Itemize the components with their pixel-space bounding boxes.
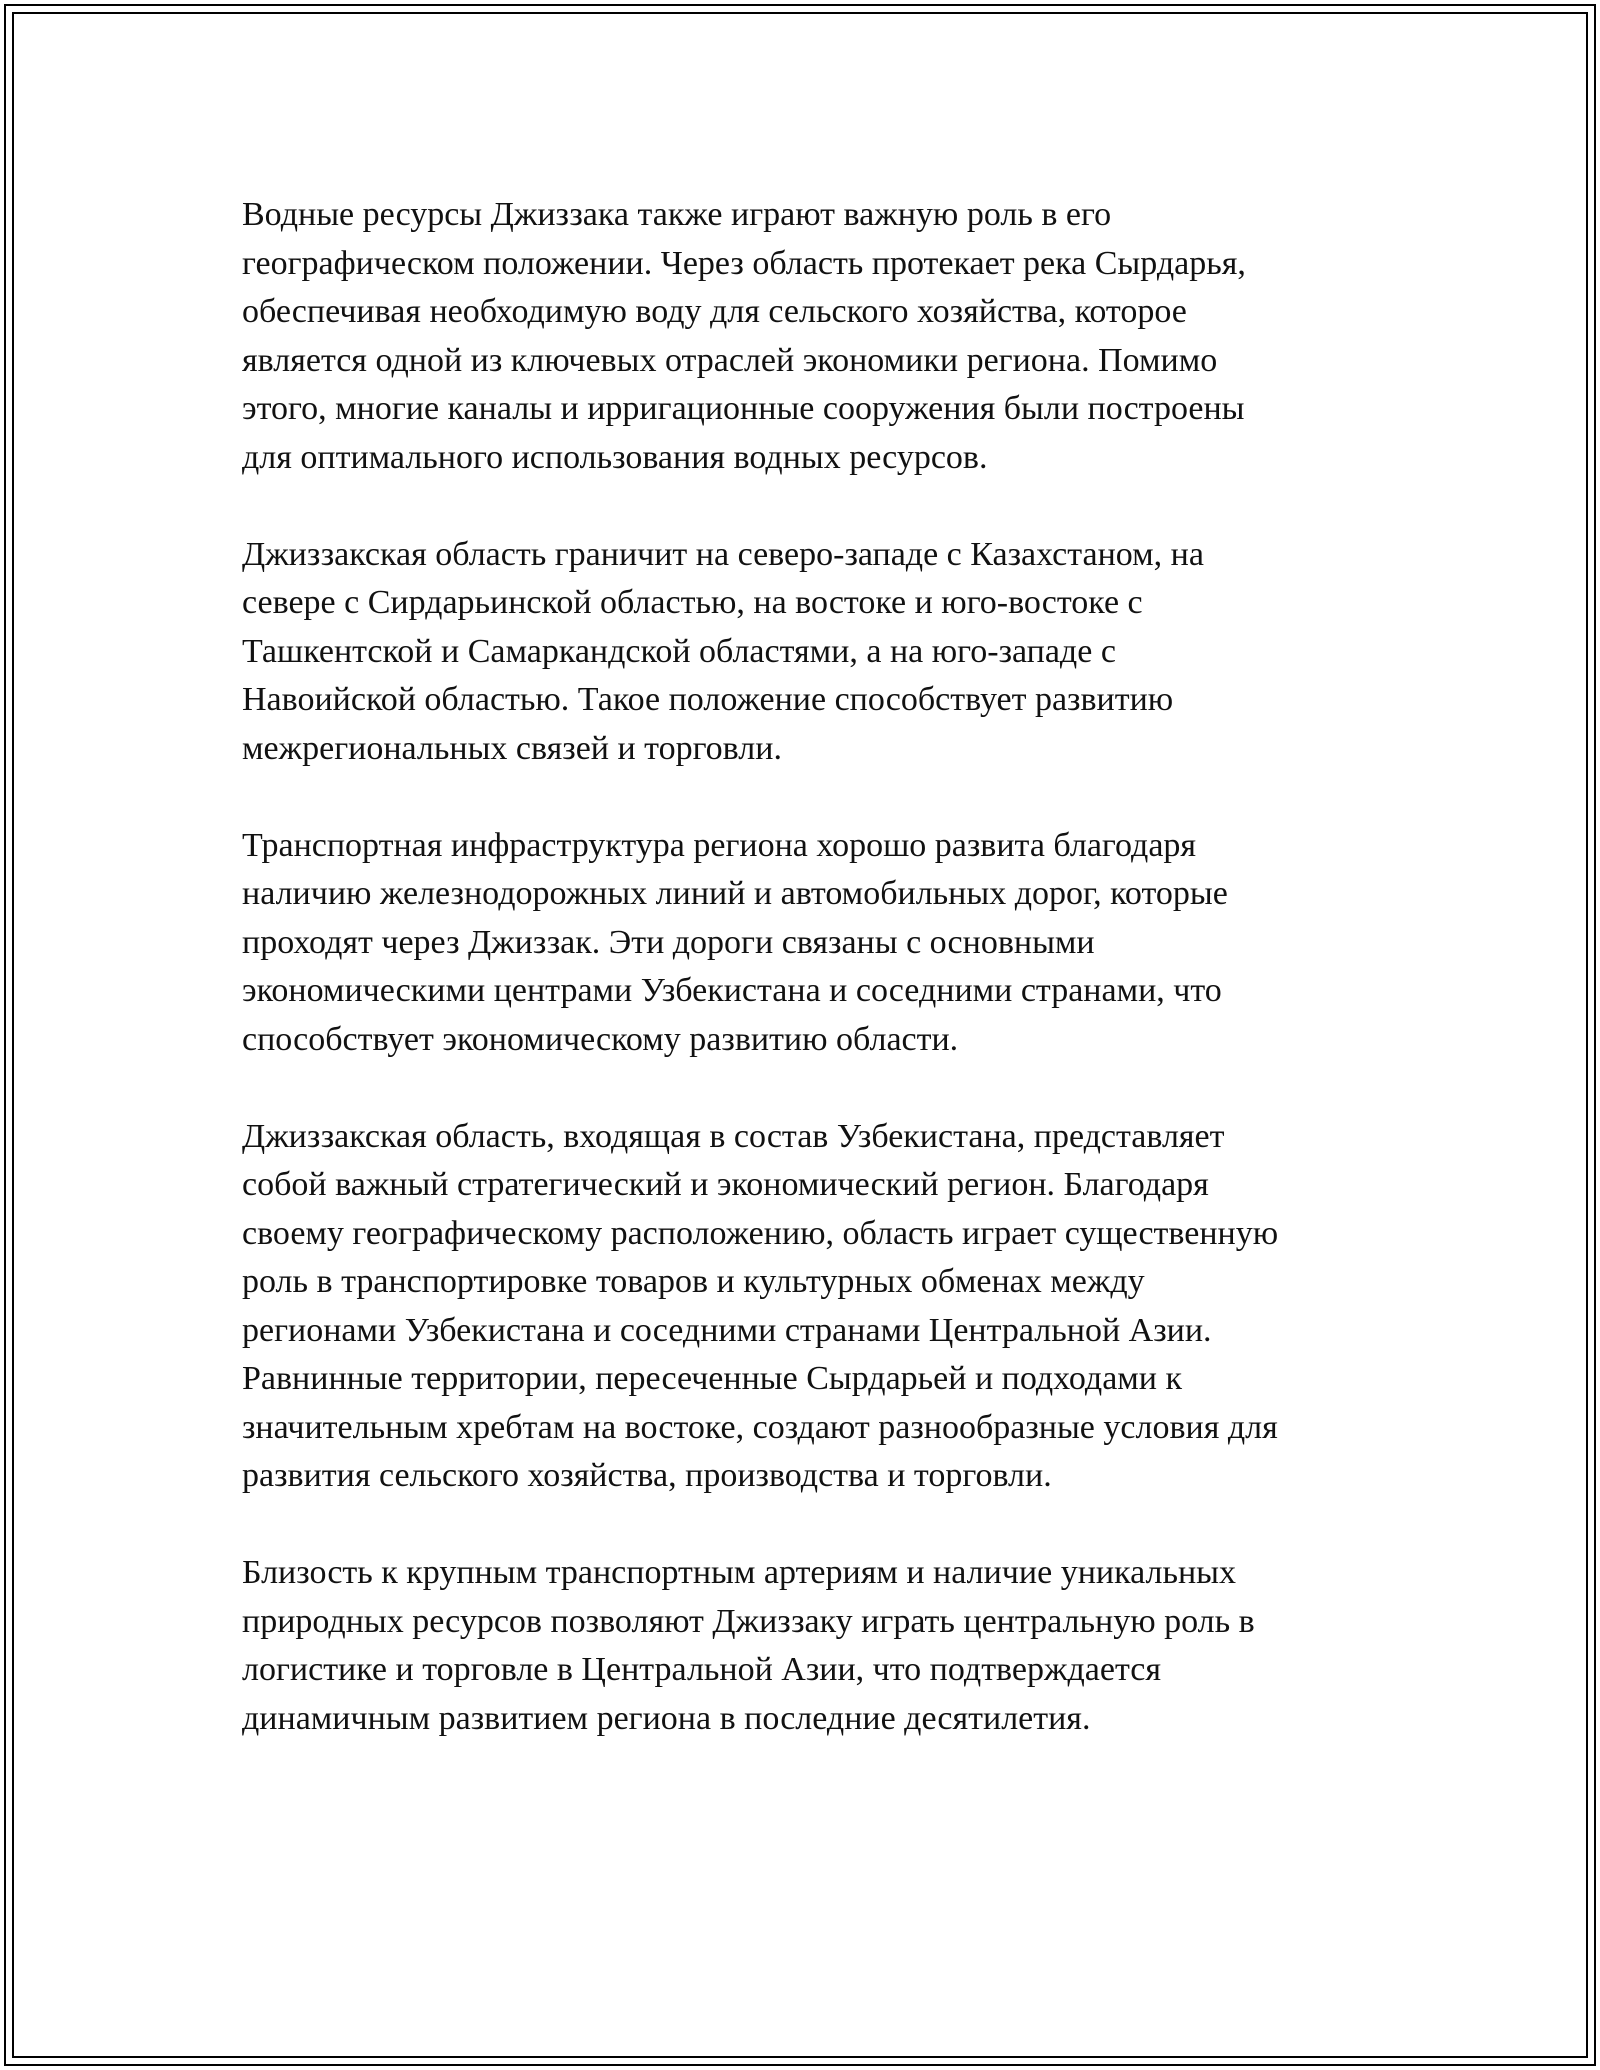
text-line: развития сельского хозяйства, производства и торговли. bbox=[242, 1457, 1052, 1494]
text-line: Водные ресурсы Джиззака также играют важную роль в его bbox=[242, 196, 1112, 233]
text-line: является одной из ключевых отраслей экономики региона. Помимо bbox=[242, 341, 1218, 379]
text-line: динамичным развитием региона в последние десятилетия. bbox=[242, 1699, 1091, 1737]
text-line: Равнинные территории, пересеченные Сырдарьей и подходами к bbox=[242, 1360, 1183, 1397]
text-line: обеспечивая необходимую воду для сельского хозяйства, которое bbox=[242, 293, 1187, 330]
text-line: для оптимального использования водных ресурсов. bbox=[242, 438, 988, 476]
page-border-outer bbox=[4, 4, 1596, 2066]
paragraph-water-resources bbox=[242, 191, 1392, 482]
text-line: межрегиональных связей и торговли. bbox=[242, 729, 782, 767]
text-line: собой важный стратегический и экономический регион. Благодаря bbox=[242, 1166, 1209, 1203]
text-line: способствует экономическому развитию области. bbox=[242, 1020, 959, 1058]
text-line: этого, многие каналы и ирригационные сооружения были построены bbox=[242, 390, 1245, 427]
paragraph-borders bbox=[242, 531, 1392, 774]
document-body bbox=[242, 191, 1392, 1792]
text-line: проходят через Джиззак. Эти дороги связаны с основными bbox=[242, 923, 1095, 961]
paragraph-logistics bbox=[242, 1549, 1392, 1743]
text-line: севере с Сирдарьинской областью, на востоке и юго-востоке с bbox=[242, 584, 1143, 621]
text-line: Транспортная инфраструктура региона хорошо развита благодаря bbox=[242, 826, 1197, 864]
text-line: регионами Узбекистана и соседними странами Центральной Азии. bbox=[242, 1311, 1212, 1349]
text-line: географическом положении. Через область протекает река Сырдарья, bbox=[242, 244, 1246, 282]
text-line: Джиззакская область, входящая в состав Узбекистана, представляет bbox=[242, 1117, 1225, 1155]
text-line: Джиззакская область граничит на северо-западе с Казахстаном, на bbox=[242, 535, 1204, 573]
text-line: Близость к крупным транспортным артериям и наличие уникальных bbox=[242, 1554, 1236, 1591]
text-line: логистике и торговле в Центральной Азии, что подтверждается bbox=[242, 1651, 1161, 1688]
text-line: значительным хребтам на востоке, создают разнообразные условия для bbox=[242, 1408, 1278, 1446]
text-line: своему географическому расположению, область играет существенную bbox=[242, 1214, 1279, 1252]
text-line: роль в транспортировке товаров и культурных обменах между bbox=[242, 1263, 1145, 1300]
text-line: природных ресурсов позволяют Джиззаку играть центральную роль в bbox=[242, 1602, 1255, 1640]
paragraph-strategic-region bbox=[242, 1113, 1392, 1501]
text-line: наличию железнодорожных линий и автомобильных дорог, которые bbox=[242, 875, 1228, 912]
text-line: Навоийской областью. Такое положение способствует развитию bbox=[242, 681, 1174, 718]
text-line: Ташкентской и Самаркандской областями, а на юго-западе с bbox=[242, 632, 1116, 670]
paragraph-transport bbox=[242, 822, 1392, 1065]
text-line: экономическими центрами Узбекистана и соседними странами, что bbox=[242, 972, 1222, 1009]
